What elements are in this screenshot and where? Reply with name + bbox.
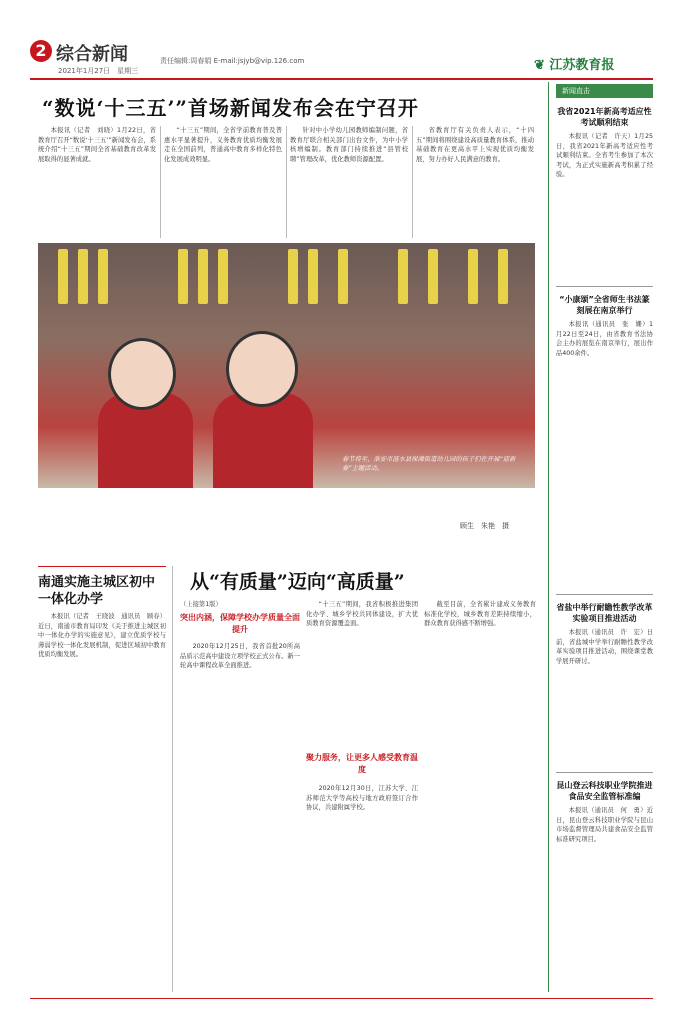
paragraph: 本报讯（通讯员 张 姗）1月22日至24日，由省教育书法协会主办的展览在南京举行，展出作品400余件。 (556, 321, 653, 357)
newspaper-logo (534, 54, 614, 73)
photo-credit: 顾生 朱艳 摄 (460, 522, 509, 530)
column-divider (172, 566, 173, 992)
sidebar-section-tag: 新闻直击 (556, 84, 653, 98)
paragraph: 2020年12月30日，江苏大学、江苏师范大学等高校与地方政府签订合作协议，共建附属学校。 (306, 785, 418, 812)
paragraph: 本报讯（通讯员 许 宏）日前，省盐城中学举行耐瞻性教学改革实验项目推进活动，围绕课堂教学展开研讨。 (556, 629, 653, 665)
left-article-title: 南通实施主城区初中一体化办学 (38, 575, 156, 607)
photo-caption: 春节将至，淮安市涟水县保滩街道幼儿园的孩子们在开展“迎新春”主题活动。 (342, 456, 516, 472)
news-photo (38, 243, 535, 488)
rule (556, 594, 653, 595)
header-rule (30, 78, 653, 80)
paragraph: 针对中小学幼儿园教师编制问题，省教育厅联合相关部门出台文件，为中小学核增编制。教育部门持续推进“县管校聘”管理改革，优化教师资源配置。 (290, 127, 408, 163)
main-article-col2 (164, 126, 282, 238)
section-title: 综合新闻 (56, 44, 128, 65)
rule (38, 566, 166, 567)
main-article-title: “数说‘十三五’”首场新闻发布会在宁召开 (42, 96, 419, 120)
rule (556, 772, 653, 773)
main-article-col4 (416, 126, 534, 238)
second-article-subhead-1: 突出内涵，保障学校办学质量全面提升 (180, 613, 300, 634)
rule (556, 286, 653, 287)
left-article-body (38, 612, 166, 992)
paragraph: 本报讯（记者 许天）1月25日，我省2021年新高考适应性考试顺利结束。全省考生参加了本次考试，为正式实施新高考积累了经验。 (556, 133, 653, 179)
paragraph: 截至目前，全省累计建成义务教育标准化学校，城乡教育差距持续缩小，群众教育获得感不断增强。 (424, 601, 536, 628)
second-article-col1 (180, 642, 300, 992)
sidebar-divider (548, 82, 549, 992)
paragraph: 本报讯（记者 刘晓）1月22日，省教育厅召开“数说‘十三五’”新闻发布会，系统介绍“十三五”期间全省基础教育改革发展取得的显著成就。 (38, 127, 156, 163)
paragraph: 省教育厅有关负责人表示，“十四五”期间将围绕建设高质量教育体系，推动基础教育在更高水平上实现优质均衡发展，努力办好人民满意的教育。 (416, 127, 534, 163)
second-article-subhead-2: 聚力服务，让更多人感受教育温度 (306, 753, 418, 774)
continued-tag: （上接第1版） (180, 601, 222, 608)
sidebar-story3-body (556, 628, 653, 768)
column-divider (412, 126, 413, 238)
sidebar-story4-body (556, 806, 653, 992)
footer-rule (30, 998, 653, 999)
sidebar-story2-body (556, 320, 653, 590)
paragraph: “十三五”期间，我省积极推进集团化办学、城乡学校共同体建设，扩大优质教育资源覆盖面。 (306, 601, 418, 628)
logo-text: 江苏教育报 (549, 58, 615, 73)
second-article-title: 从“有质量”迈向“高质量” (190, 571, 405, 593)
sidebar-story2-title: “小康颂”全省师生书法篆刻展在南京举行 (559, 295, 650, 315)
column-divider (160, 126, 161, 238)
page-number-badge: 2 (30, 40, 52, 62)
paragraph: 本报讯（记者 王晓波 通讯员 顾春）近日，南通市教育局印发《关于推进主城区初中一体化办学的实施意见》，建立优质学校与薄弱学校一体化发展机制，促进区域初中教育优质均衡发展。 (38, 613, 166, 659)
editor-contact: 责任编辑:周春娟 E-mail:jsjyb@vip.126.com (160, 57, 305, 65)
issue-date: 2021年1月27日 星期三 (58, 67, 139, 75)
logo-leaf-icon: ❦ (534, 58, 550, 73)
sidebar-story3-title: 省盐中举行耐瞻性教学改革实验项目推进活动 (556, 603, 653, 623)
sidebar-story4-title: 昆山登云科技职业学院推进食品安全监管标准编 (556, 781, 653, 801)
sidebar-story1-title: 我省2021年新高考适应性考试顺利结束 (557, 107, 652, 127)
column-divider (286, 126, 287, 238)
sidebar-story1-body (556, 132, 653, 282)
main-article-col3 (290, 126, 408, 238)
second-article-col3 (424, 600, 536, 992)
paragraph: 2020年12月25日，我省首批20所高品质示范高中建设立项学校正式公布。新一轮高中课程改革全面推进。 (180, 643, 300, 670)
main-article-col1 (38, 126, 156, 238)
second-article-col2b (306, 784, 418, 992)
paragraph: 本报讯（通讯员 何 勇）近日，昆山登云科技职业学院与昆山市场监督管理局共建食品安全监管标准研究项目。 (556, 807, 653, 843)
paragraph: “十三五”期间，全省学前教育普及普惠水平显著提升，义务教育优质均衡发展走在全国前列，普通高中教育多样化特色化发展成效明显。 (164, 127, 282, 163)
